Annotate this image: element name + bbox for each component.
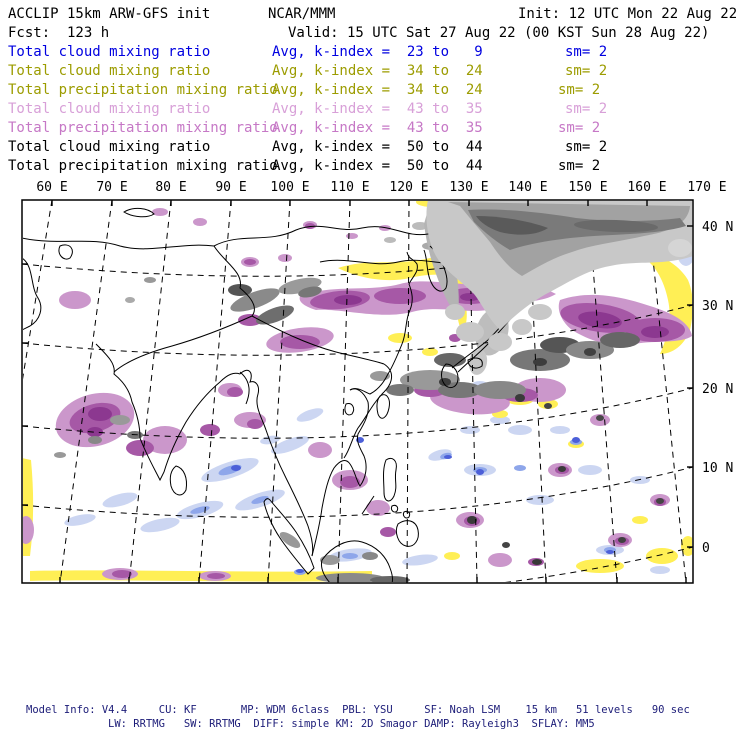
center-name: NCAR/MMM	[268, 6, 336, 22]
lon-axis-label: 70 E	[96, 180, 128, 195]
legend-stat: Avg, k-index = 50 to 44	[272, 158, 483, 174]
map-canvas	[0, 165, 740, 610]
valid-time: Valid: 15 UTC Sat 27 Aug 22 (00 KST Sun 28 Aug 22)	[288, 25, 710, 41]
legend-smooth: sm= 2	[565, 44, 608, 60]
lon-axis-label: 160 E	[627, 180, 667, 195]
legend-stat: Avg, k-index = 34 to 24	[272, 82, 483, 98]
plot-title: ACCLIP 15km ARW-GFS init	[8, 6, 211, 22]
legend-label: Total precipitation mixing ratio	[8, 158, 278, 174]
lon-axis-label: 170 E	[687, 180, 727, 195]
lon-axis-label: 130 E	[449, 180, 489, 195]
map-layers	[0, 197, 740, 597]
lon-axis-label: 140 E	[508, 180, 548, 195]
latitude-axis	[702, 220, 733, 556]
lon-axis-label: 90 E	[215, 180, 247, 195]
lat-axis-label: 40 N	[702, 220, 734, 235]
legend-label: Total cloud mixing ratio	[8, 101, 211, 117]
model-info-line2: LW: RRTMG SW: RRTMG DIFF: simple KM: 2D Smagor DAMP: Rayleigh3 SFLAY: MM5	[108, 718, 595, 730]
strong-blue-shading	[231, 437, 614, 573]
legend-stat: Avg, k-index = 43 to 35	[272, 101, 483, 117]
legend-smooth: sm= 2	[565, 63, 608, 79]
legend-label: Total cloud mixing ratio	[8, 139, 211, 155]
lon-axis-label: 110 E	[330, 180, 370, 195]
legend-label: Total precipitation mixing ratio	[8, 120, 278, 136]
legend-label: Total cloud mixing ratio	[8, 63, 211, 79]
legend-stat: Avg, k-index = 43 to 35	[272, 120, 483, 136]
legend-smooth: sm= 2	[558, 158, 601, 174]
model-info-line1: Model Info: V4.4 CU: KF MP: WDM 6class PBL: YSU SF: Noah LSM 15 km 51 levels 90 sec	[26, 704, 690, 716]
lat-axis-label: 30 N	[702, 299, 734, 314]
legend-smooth: sm= 2	[558, 120, 601, 136]
legend-label: Total precipitation mixing ratio	[8, 82, 278, 98]
legend-label: Total cloud mixing ratio	[8, 44, 211, 60]
lon-axis-label: 60 E	[36, 180, 68, 195]
legend-stat: Avg, k-index = 23 to 9	[272, 44, 483, 60]
longitude-axis	[36, 180, 726, 195]
legend-smooth: sm= 2	[558, 82, 601, 98]
forecast-hour: Fcst: 123 h	[8, 25, 110, 41]
deep-purple-shading	[87, 293, 669, 437]
legend-smooth: sm= 2	[565, 101, 608, 117]
lon-axis-label: 150 E	[568, 180, 608, 195]
lon-axis-label: 120 E	[389, 180, 429, 195]
lon-axis-label: 100 E	[270, 180, 310, 195]
lon-axis-label: 80 E	[155, 180, 187, 195]
legend-stat: Avg, k-index = 50 to 44	[272, 139, 483, 155]
lat-axis-label: 20 N	[702, 382, 734, 397]
legend-stat: Avg, k-index = 34 to 24	[272, 63, 483, 79]
legend-smooth: sm= 2	[565, 139, 608, 155]
init-time: Init: 12 UTC Mon 22 Aug 22	[518, 6, 738, 22]
lat-axis-label: 0	[702, 541, 710, 556]
lat-axis-label: 10 N	[702, 461, 734, 476]
